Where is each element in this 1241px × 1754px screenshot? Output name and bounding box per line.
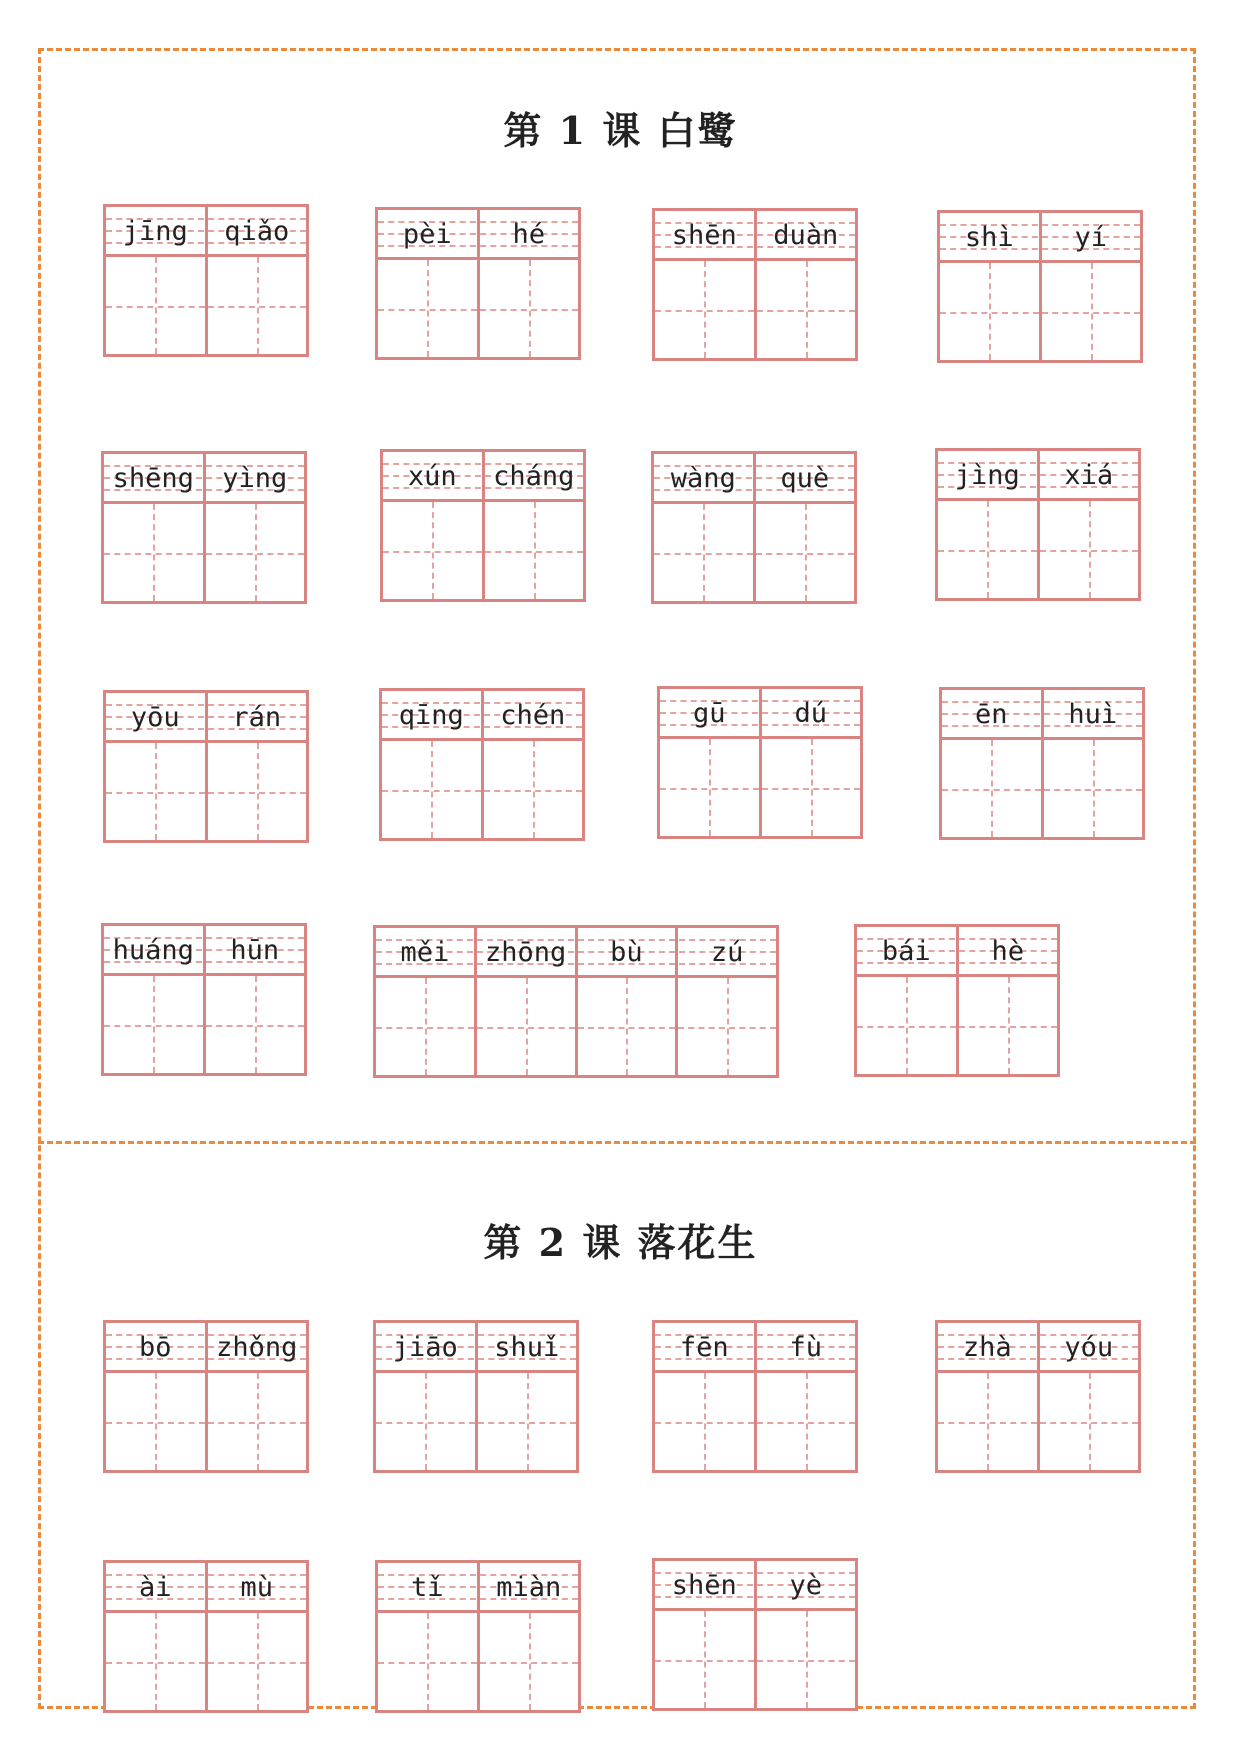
pinyin-syllable: gū xyxy=(660,689,762,736)
pinyin-syllable: zhǒng xyxy=(216,1332,298,1363)
pinyin-syllable: yí xyxy=(1074,222,1107,253)
writing-grid xyxy=(382,741,582,838)
tianzige-cell[interactable] xyxy=(757,1611,856,1708)
pinyin-syllable: shēn xyxy=(655,211,757,258)
pinyin-syllable: cháng xyxy=(493,461,575,492)
pinyin-syllable: bō xyxy=(106,1323,208,1370)
tianzige-cell[interactable] xyxy=(654,504,756,601)
tianzige-cell[interactable] xyxy=(940,263,1042,360)
writing-grid xyxy=(942,740,1142,837)
word-card xyxy=(939,687,1145,840)
pinyin-syllable: chén xyxy=(500,700,566,731)
pinyin-row xyxy=(104,926,304,976)
pinyin-row xyxy=(660,689,860,739)
pinyin-syllable: fēn xyxy=(655,1323,757,1370)
pinyin-syllable: dú xyxy=(794,698,827,729)
word-card xyxy=(103,1320,309,1473)
word-card xyxy=(373,925,779,1078)
tianzige-cell[interactable] xyxy=(938,501,1040,598)
writing-grid xyxy=(378,260,578,357)
writing-grid xyxy=(654,504,854,601)
tianzige-cell[interactable] xyxy=(485,502,584,599)
pinyin-syllable: shēng xyxy=(104,454,206,501)
pinyin-row xyxy=(106,1563,306,1613)
pinyin-syllable: qiǎo xyxy=(224,216,290,247)
word-card xyxy=(373,1320,579,1473)
pinyin-syllable: pèi xyxy=(378,210,480,257)
word-card xyxy=(937,210,1143,363)
tianzige-cell[interactable] xyxy=(857,977,959,1074)
pinyin-syllable: jìng xyxy=(938,451,1040,498)
tianzige-cell[interactable] xyxy=(959,977,1058,1074)
word-card xyxy=(101,923,307,1076)
pinyin-row xyxy=(383,452,583,502)
pinyin-syllable: ài xyxy=(106,1563,208,1610)
writing-grid xyxy=(104,504,304,601)
frame-middle-divider xyxy=(38,1141,1196,1144)
pinyin-syllable: huáng xyxy=(104,926,206,973)
writing-grid xyxy=(655,261,855,358)
lesson-1-title: 第 1 课 白鹭 xyxy=(503,108,738,153)
pinyin-syllable: tǐ xyxy=(378,1563,480,1610)
tianzige-cell[interactable] xyxy=(208,1373,307,1470)
word-card xyxy=(652,1558,858,1711)
word-card xyxy=(935,448,1141,601)
pinyin-syllable: hé xyxy=(512,219,545,250)
tianzige-cell[interactable] xyxy=(208,743,307,840)
tianzige-cell[interactable] xyxy=(484,741,583,838)
tianzige-cell[interactable] xyxy=(478,1373,577,1470)
pinyin-row xyxy=(655,1561,855,1611)
tianzige-cell[interactable] xyxy=(206,504,305,601)
pinyin-syllable: mù xyxy=(240,1572,273,1603)
word-card xyxy=(101,451,307,604)
word-card xyxy=(652,1320,858,1473)
writing-grid xyxy=(857,977,1057,1074)
tianzige-cell[interactable] xyxy=(376,978,477,1075)
pinyin-row xyxy=(655,211,855,261)
writing-grid xyxy=(383,502,583,599)
pinyin-syllable: shēn xyxy=(655,1561,757,1608)
writing-grid xyxy=(106,257,306,354)
pinyin-syllable: yōu xyxy=(106,693,208,740)
tianzige-cell[interactable] xyxy=(106,257,208,354)
pinyin-syllable: jīng xyxy=(106,207,208,254)
lesson-2-title: 第 2 课 落花生 xyxy=(483,1220,758,1265)
tianzige-cell[interactable] xyxy=(756,504,855,601)
writing-grid xyxy=(378,1613,578,1710)
frame-left-border xyxy=(38,48,41,1709)
pinyin-syllable: zhōng xyxy=(477,928,578,975)
word-card xyxy=(651,451,857,604)
tianzige-cell[interactable] xyxy=(757,1373,856,1470)
tianzige-cell[interactable] xyxy=(106,1613,208,1710)
tianzige-cell[interactable] xyxy=(1040,501,1139,598)
tianzige-cell[interactable] xyxy=(762,739,861,836)
writing-grid xyxy=(104,976,304,1073)
pinyin-syllable: bái xyxy=(857,927,959,974)
pinyin-row xyxy=(942,690,1142,740)
word-card xyxy=(103,204,309,357)
pinyin-syllable: wàng xyxy=(654,454,756,501)
pinyin-row xyxy=(106,693,306,743)
pinyin-row xyxy=(378,1563,578,1613)
tianzige-cell[interactable] xyxy=(376,1373,478,1470)
tianzige-cell[interactable] xyxy=(378,1613,480,1710)
tianzige-cell[interactable] xyxy=(477,978,578,1075)
pinyin-row xyxy=(376,1323,576,1373)
tianzige-cell[interactable] xyxy=(382,741,484,838)
pinyin-syllable: qīng xyxy=(382,691,484,738)
pinyin-syllable: rán xyxy=(232,702,282,733)
pinyin-syllable: duàn xyxy=(773,220,839,251)
tianzige-cell[interactable] xyxy=(104,976,206,1073)
word-card xyxy=(103,690,309,843)
word-card xyxy=(657,686,863,839)
tianzige-cell[interactable] xyxy=(1040,1373,1139,1470)
pinyin-syllable: shì xyxy=(940,213,1042,260)
tianzige-cell[interactable] xyxy=(480,260,579,357)
pinyin-syllable: hè xyxy=(991,936,1024,967)
tianzige-cell[interactable] xyxy=(678,978,776,1075)
writing-grid xyxy=(106,1373,306,1470)
writing-grid xyxy=(655,1373,855,1470)
pinyin-syllable: què xyxy=(780,463,830,494)
tianzige-cell[interactable] xyxy=(106,1373,208,1470)
writing-grid xyxy=(938,1373,1138,1470)
tianzige-cell[interactable] xyxy=(383,502,485,599)
writing-grid xyxy=(376,1373,576,1470)
pinyin-row xyxy=(655,1323,855,1373)
pinyin-row xyxy=(106,1323,306,1373)
pinyin-row xyxy=(104,454,304,504)
tianzige-cell[interactable] xyxy=(208,257,307,354)
word-card xyxy=(375,1560,581,1713)
pinyin-row xyxy=(940,213,1140,263)
pinyin-row xyxy=(654,454,854,504)
pinyin-syllable: zú xyxy=(710,937,744,968)
pinyin-syllable: yìng xyxy=(222,463,288,494)
frame-top-border xyxy=(38,48,1196,51)
tianzige-cell[interactable] xyxy=(1042,263,1141,360)
pinyin-syllable: shuǐ xyxy=(494,1332,560,1363)
pinyin-syllable: jiāo xyxy=(376,1323,478,1370)
pinyin-syllable: yè xyxy=(789,1570,822,1601)
tianzige-cell[interactable] xyxy=(655,1373,757,1470)
pinyin-syllable: xiá xyxy=(1064,460,1114,491)
tianzige-cell[interactable] xyxy=(378,260,480,357)
pinyin-row xyxy=(938,451,1138,501)
pinyin-syllable: xún xyxy=(383,452,485,499)
pinyin-row xyxy=(382,691,582,741)
tianzige-cell[interactable] xyxy=(578,978,679,1075)
tianzige-cell[interactable] xyxy=(942,740,1044,837)
pinyin-row xyxy=(378,210,578,260)
tianzige-cell[interactable] xyxy=(206,976,305,1073)
pinyin-syllable: fù xyxy=(789,1332,822,1363)
writing-grid xyxy=(660,739,860,836)
pinyin-syllable: yóu xyxy=(1064,1332,1114,1363)
pinyin-syllable: měi xyxy=(376,928,477,975)
writing-grid xyxy=(655,1611,855,1708)
pinyin-row xyxy=(106,207,306,257)
word-card xyxy=(103,1560,309,1713)
pinyin-syllable: ēn xyxy=(942,690,1044,737)
pinyin-row xyxy=(857,927,1057,977)
word-card xyxy=(854,924,1060,1077)
word-card xyxy=(652,208,858,361)
pinyin-row xyxy=(376,928,776,978)
word-card xyxy=(375,207,581,360)
tianzige-cell[interactable] xyxy=(106,743,208,840)
pinyin-syllable: bù xyxy=(578,928,679,975)
tianzige-cell[interactable] xyxy=(208,1613,307,1710)
word-card xyxy=(380,449,586,602)
tianzige-cell[interactable] xyxy=(655,261,757,358)
pinyin-syllable: hūn xyxy=(230,935,280,966)
writing-grid xyxy=(940,263,1140,360)
word-card xyxy=(935,1320,1141,1473)
tianzige-cell[interactable] xyxy=(104,504,206,601)
tianzige-cell[interactable] xyxy=(660,739,762,836)
tianzige-cell[interactable] xyxy=(938,1373,1040,1470)
frame-right-border xyxy=(1193,48,1196,1709)
pinyin-syllable: zhà xyxy=(938,1323,1040,1370)
word-card xyxy=(379,688,585,841)
pinyin-row xyxy=(938,1323,1138,1373)
tianzige-cell[interactable] xyxy=(480,1613,579,1710)
tianzige-cell[interactable] xyxy=(1044,740,1143,837)
pinyin-syllable: miàn xyxy=(496,1572,562,1603)
writing-grid xyxy=(376,978,776,1075)
tianzige-cell[interactable] xyxy=(655,1611,757,1708)
writing-grid xyxy=(106,1613,306,1710)
writing-grid xyxy=(938,501,1138,598)
tianzige-cell[interactable] xyxy=(757,261,856,358)
writing-grid xyxy=(106,743,306,840)
pinyin-syllable: huì xyxy=(1068,699,1118,730)
